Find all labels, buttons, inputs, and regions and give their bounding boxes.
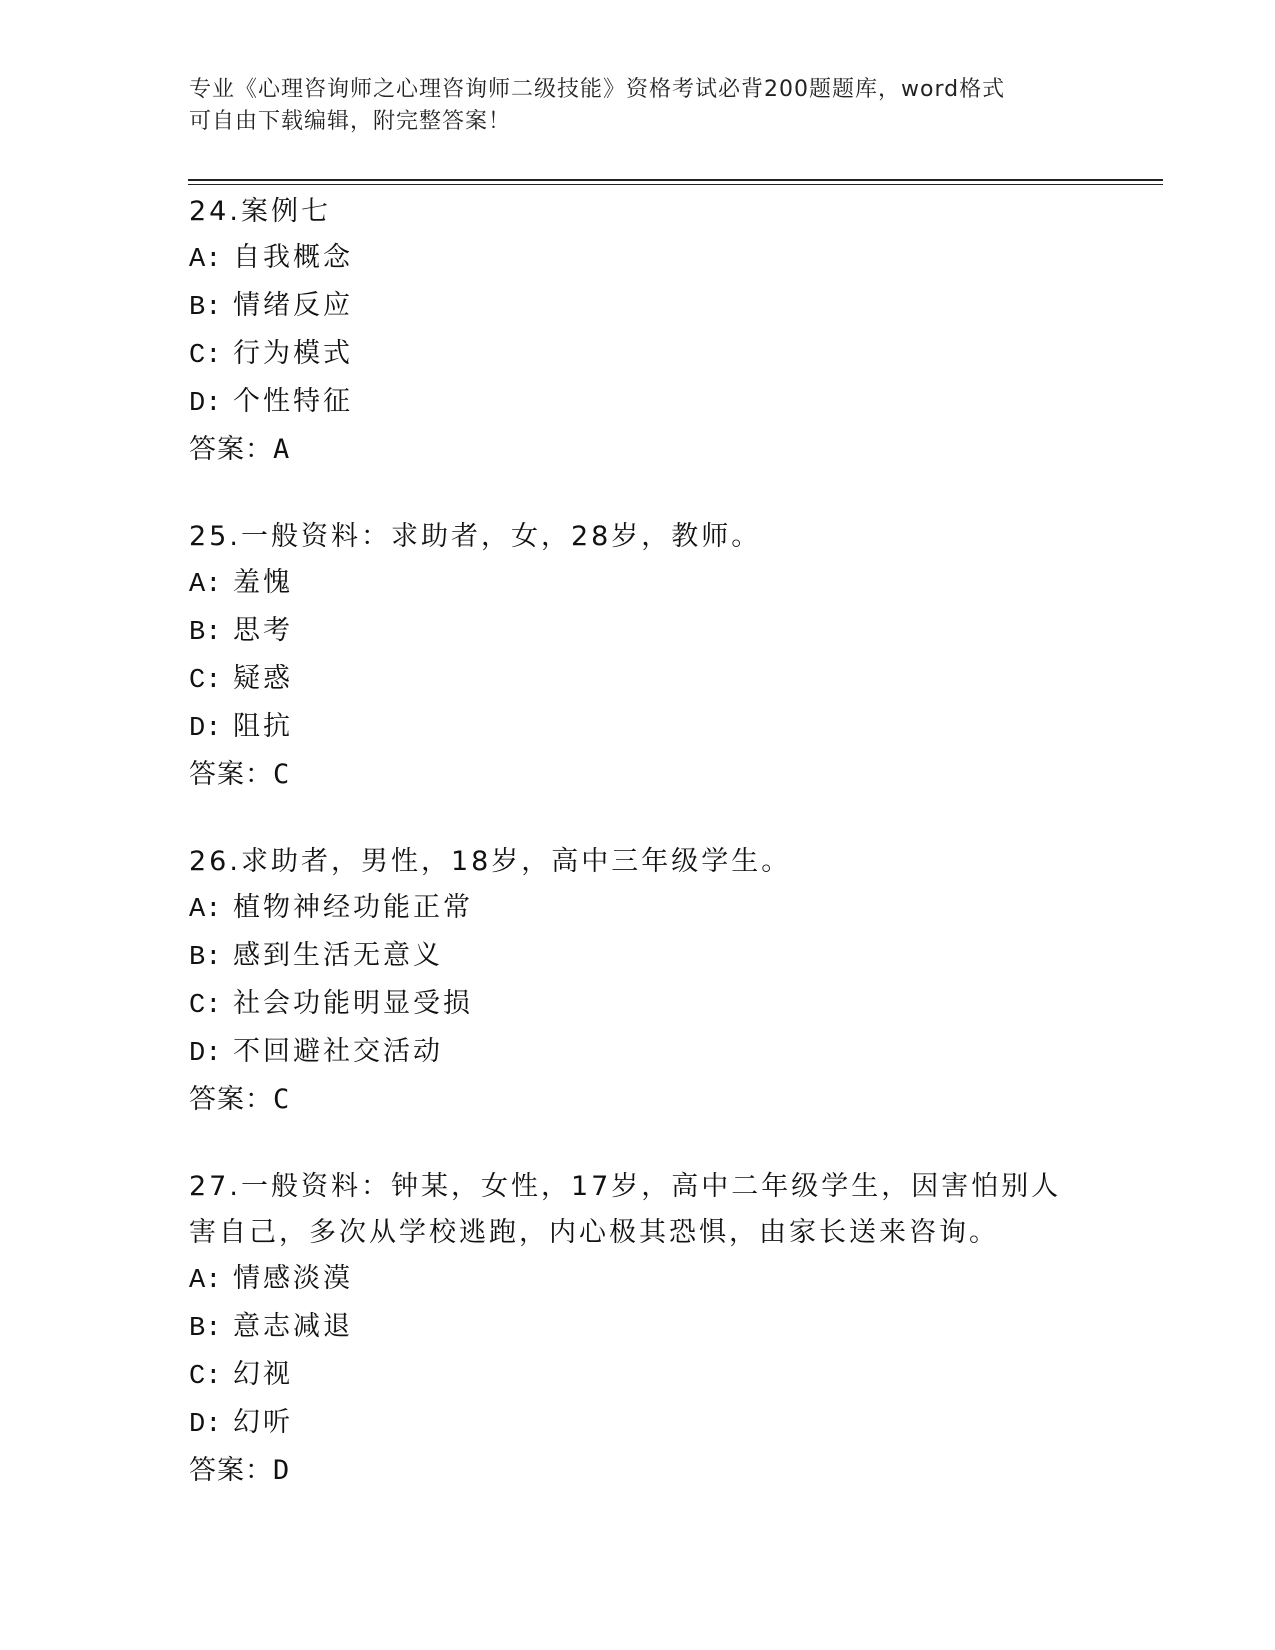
option-text: 思考 <box>233 615 293 646</box>
option-letter: C: <box>189 991 222 1021</box>
option-d <box>189 704 1089 752</box>
answer-value: C <box>273 1084 290 1115</box>
option-letter: A: <box>189 245 222 275</box>
option-letter: B: <box>189 1314 222 1344</box>
option-text: 阻抗 <box>233 711 293 742</box>
answer-value: D <box>273 1455 290 1486</box>
answer-value: A <box>273 434 290 465</box>
option-letter: C: <box>189 341 222 371</box>
option-a <box>189 885 1089 933</box>
option-text: 疑惑 <box>233 663 293 694</box>
option-text: 社会功能明显受损 <box>233 988 473 1019</box>
option-letter: D: <box>189 714 222 744</box>
option-d <box>189 379 1089 427</box>
option-text: 意志减退 <box>233 1311 353 1342</box>
option-letter: B: <box>189 293 222 323</box>
option-text: 行为模式 <box>233 338 353 369</box>
option-text: 植物神经功能正常 <box>233 892 473 923</box>
option-text: 情绪反应 <box>233 290 353 321</box>
option-letter: D: <box>189 1039 222 1069</box>
answer-label: 答案： <box>189 759 273 790</box>
option-a <box>189 560 1089 608</box>
answer-label: 答案： <box>189 1455 273 1486</box>
option-a <box>189 1256 1089 1304</box>
question-block <box>189 1164 1089 1494</box>
option-text: 不回避社交活动 <box>233 1036 443 1067</box>
header-divider-thin <box>188 184 1163 185</box>
question-block <box>189 514 1089 798</box>
answer-value: C <box>273 759 290 790</box>
option-letter: D: <box>189 1410 222 1440</box>
option-c <box>189 1352 1089 1400</box>
question-block <box>189 189 1089 473</box>
option-a <box>189 235 1089 283</box>
question-block <box>189 839 1089 1123</box>
question-stem: 26.求助者，男性，18岁，高中三年级学生。 <box>189 846 792 877</box>
answer-label: 答案： <box>189 1084 273 1115</box>
document-header <box>189 74 1089 138</box>
option-letter: C: <box>189 666 222 696</box>
header-divider-thick <box>188 179 1163 181</box>
option-letter: C: <box>189 1362 222 1392</box>
option-text: 情感淡漠 <box>233 1263 353 1294</box>
question-stem: 25.一般资料：求助者，女，28岁，教师。 <box>189 521 762 552</box>
option-b <box>189 283 1089 331</box>
option-letter: A: <box>189 570 222 600</box>
question-list <box>189 189 1089 1535</box>
answer-line <box>189 1448 1089 1494</box>
option-letter: B: <box>189 943 222 973</box>
option-b <box>189 1304 1089 1352</box>
option-letter: B: <box>189 618 222 648</box>
option-text: 感到生活无意义 <box>233 940 443 971</box>
option-letter: D: <box>189 389 222 419</box>
option-b <box>189 608 1089 656</box>
option-d <box>189 1400 1089 1448</box>
question-stem: 24.案例七 <box>189 196 331 227</box>
option-text: 幻视 <box>233 1359 293 1390</box>
option-d <box>189 1029 1089 1077</box>
option-c <box>189 981 1089 1029</box>
option-text: 幻听 <box>233 1407 293 1438</box>
answer-line <box>189 752 1089 798</box>
header-line-1: 专业《心理咨询师之心理咨询师二级技能》资格考试必背200题题库，word格式 <box>189 77 1006 102</box>
answer-line <box>189 427 1089 473</box>
option-text: 自我概念 <box>233 242 353 273</box>
option-c <box>189 331 1089 379</box>
option-letter: A: <box>189 1266 222 1296</box>
answer-line <box>189 1077 1089 1123</box>
option-text: 个性特征 <box>233 386 353 417</box>
question-stem: 27.一般资料：钟某，女性，17岁，高中二年级学生，因害怕别人害自己，多次从学校逃跑，内心极其恐惧，由家长送来咨询。 <box>189 1171 1062 1248</box>
option-c <box>189 656 1089 704</box>
answer-label: 答案： <box>189 434 273 465</box>
header-line-2: 可自由下载编辑，附完整答案！ <box>189 109 512 134</box>
option-b <box>189 933 1089 981</box>
option-letter: A: <box>189 895 222 925</box>
option-text: 羞愧 <box>233 567 293 598</box>
